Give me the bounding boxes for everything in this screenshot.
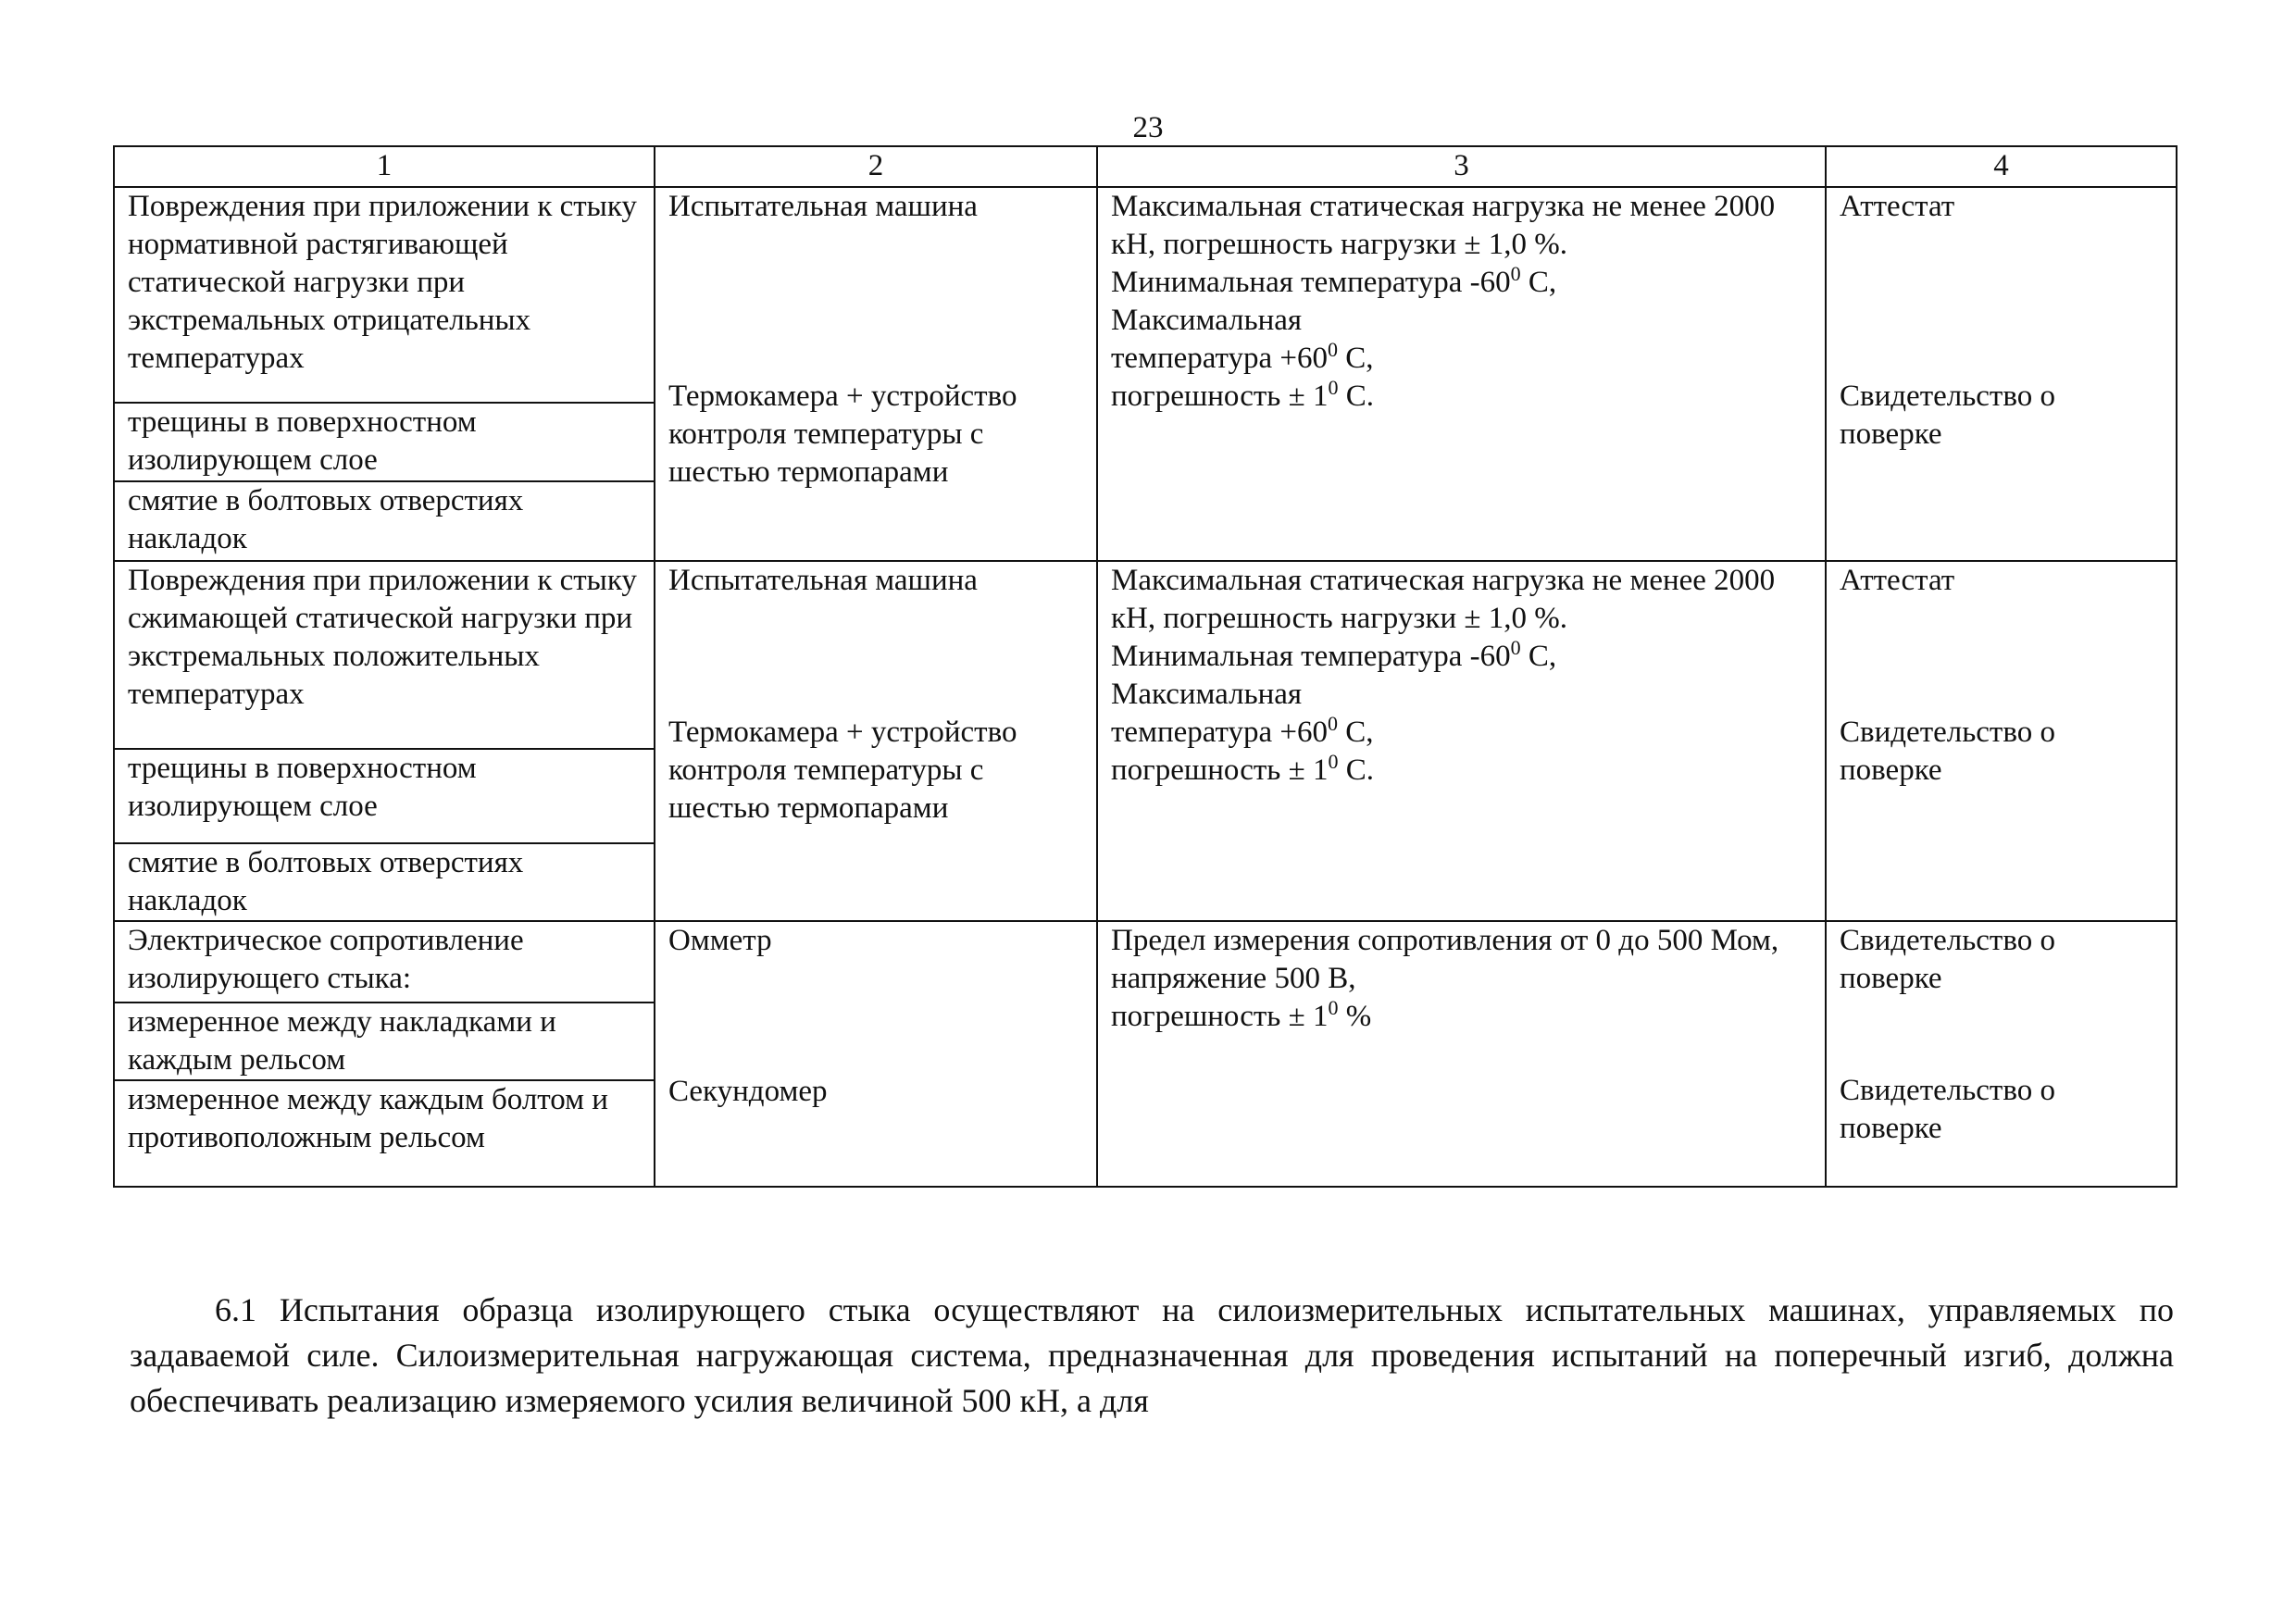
spec-load: Максимальная статическая нагрузка не менее 2000 кН, погрешность нагрузки ± 1,0 %.: [1111, 190, 1776, 261]
equipment-cell: [655, 921, 1097, 1187]
document-secondary: Свидетельство о поверке: [1840, 1074, 2055, 1145]
equipment-cell: [655, 561, 1097, 921]
column-header: 2: [655, 146, 1097, 187]
sub-item-cell: измеренное между каждым болтом и противоположным рельсом: [114, 1080, 655, 1187]
spec-temperature-max: температура $+60^0$ С,: [1111, 712, 1374, 749]
column-header: 1: [114, 146, 655, 187]
specification-cell: [1097, 187, 1826, 561]
document-primary: Аттестат: [1840, 190, 1955, 223]
table-row: [114, 561, 2177, 749]
sub-item-cell: смятие в болтовых отверстиях накладок: [114, 843, 655, 921]
parameter-cell: Повреждения при приложении к стыку сжимающей статической нагрузки при экстремальных положительных температурах: [114, 561, 655, 749]
sub-item-cell: измеренное между накладками и каждым рельсом: [114, 1003, 655, 1080]
equipment-primary: Омметр: [668, 924, 772, 957]
spec-error: погрешность ± $1^0$ С.: [1111, 750, 1374, 787]
equipment-cell: [655, 187, 1097, 561]
sub-item-cell: трещины в поверхностном изолирующем слое: [114, 749, 655, 843]
document-cell: [1826, 921, 2177, 1187]
document-primary: Свидетельство о поверке: [1840, 924, 2055, 995]
spec-text: Предел измерения сопротивления от 0 до 500 Мом, напряжение 500 В,: [1111, 924, 1779, 995]
spec-error: погрешность ± $1^0$ %: [1111, 996, 1372, 1033]
document-cell: [1826, 187, 2177, 561]
equipment-primary: Испытательная машина: [668, 564, 978, 597]
equipment-secondary: Термокамера + устройство контроля температуры с шестью термопарами: [668, 716, 1017, 825]
document-cell: [1826, 561, 2177, 921]
page-number: 23: [1132, 111, 1164, 144]
spec-temperature-max-label: Максимальная: [1111, 678, 1303, 711]
parameter-cell: Повреждения при приложении к стыку нормативной растягивающей статической нагрузки при экстремальных отрицательных температурах: [114, 187, 655, 403]
body-paragraph: 6.1 Испытания образца изолирующего стыка осуществляют на силоизмерительных испытательных машинах, управляемых по задаваемой силе. Силоизмерительная нагружающая система, предназначенная для проведения испытаний на поперечный изгиб, должна обеспечивать реализацию измеряемого усилия величиной 500 кН, а для: [130, 1291, 2174, 1419]
column-header: 4: [1826, 146, 2177, 187]
table-header-row: [114, 146, 2177, 187]
equipment-secondary: Термокамера + устройство контроля температуры с шестью термопарами: [668, 380, 1017, 489]
column-header: 3: [1097, 146, 1826, 187]
parameter-cell: Электрическое сопротивление изолирующего стыка:: [114, 921, 655, 1003]
spec-load: Максимальная статическая нагрузка не менее 2000 кН, погрешность нагрузки ± 1,0 %.: [1111, 564, 1776, 635]
test-equipment-table: [113, 145, 2177, 1188]
document-secondary: Свидетельство о поверке: [1840, 380, 2055, 451]
sub-item-cell: трещины в поверхностном изолирующем слое: [114, 403, 655, 481]
equipment-primary: Испытательная машина: [668, 190, 978, 223]
spec-temperature-min: Минимальная температура $-60^0$ С,: [1111, 262, 1557, 299]
spec-temperature-max-label: Максимальная: [1111, 304, 1303, 337]
spec-temperature-max: температура $+60^0$ С,: [1111, 338, 1374, 375]
document-primary: Аттестат: [1840, 564, 1955, 597]
specification-cell: [1097, 921, 1826, 1187]
spec-error: погрешность ± $1^0$ С.: [1111, 376, 1374, 413]
equipment-secondary: Секундомер: [668, 1075, 828, 1108]
sub-item-cell: смятие в болтовых отверстиях накладок: [114, 481, 655, 561]
table-row: [114, 187, 2177, 403]
document-secondary: Свидетельство о поверке: [1840, 716, 2055, 787]
table-row: [114, 921, 2177, 1003]
specification-cell: [1097, 561, 1826, 921]
spec-temperature-min: Минимальная температура $-60^0$ С,: [1111, 636, 1557, 673]
